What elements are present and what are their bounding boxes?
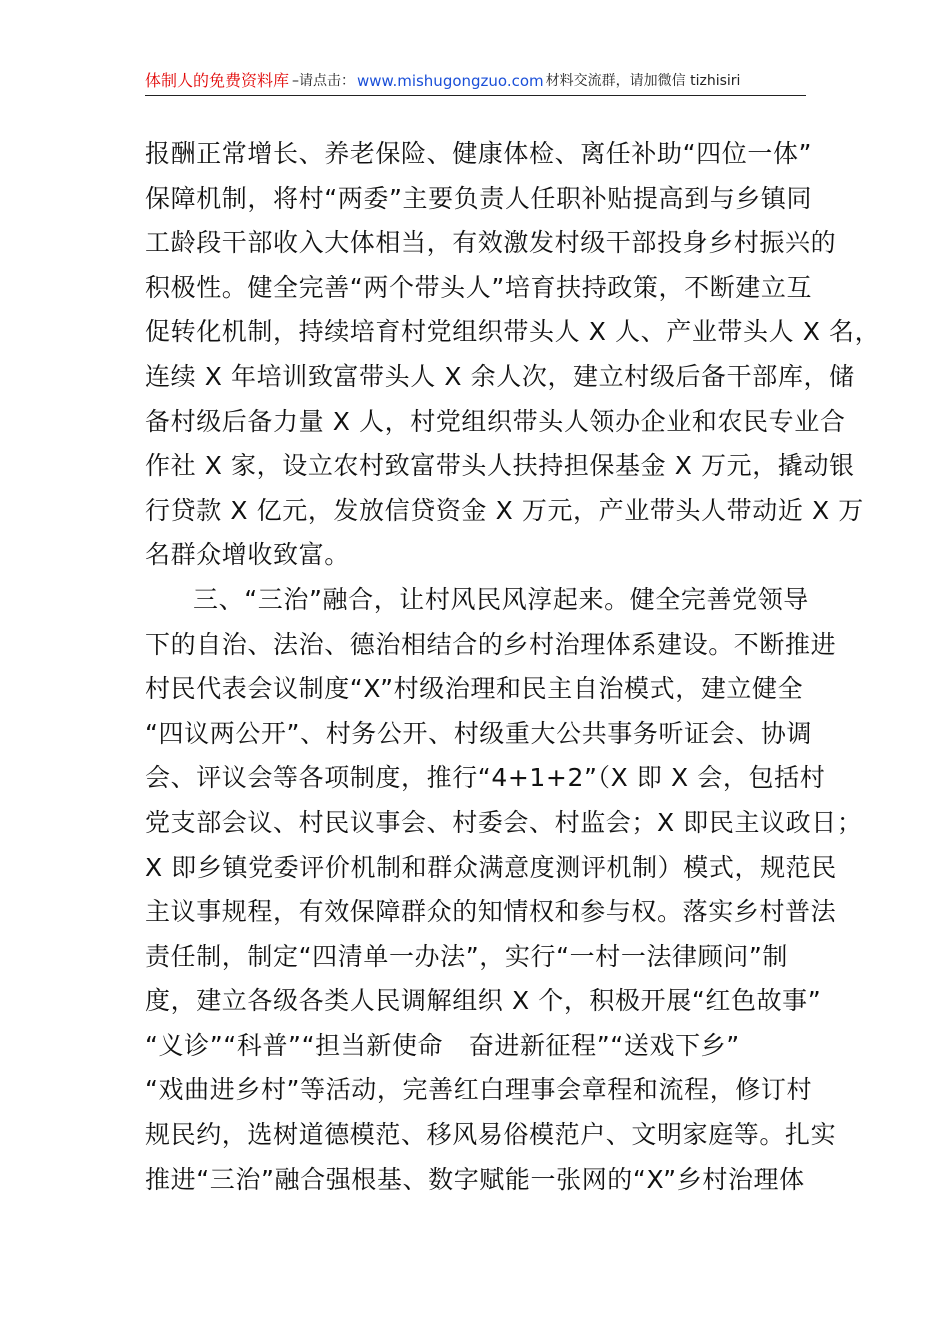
text-line: 积极性。健全完善“两个带头人”培育扶持政策，不断建立互 (145, 272, 813, 302)
text-line: 备村级后备力量 X 人，村党组织带头人领办企业和农民专业合 (145, 406, 846, 436)
text-line: 会、评议会等各项制度，推行“4+1+2”（X 即 X 会，包括村 (145, 763, 826, 793)
text-line: 规民约，选树道德模范、移风易俗模范户、文明家庭等。扎实 (145, 1120, 837, 1150)
text-line: 党支部会议、村民议事会、村委会、村监会；X 即民主议政日； (145, 807, 863, 837)
text-line: 作社 X 家，设立农村致富带头人扶持担保基金 X 万元，撬动银 (145, 451, 855, 481)
header-brand: 体制人的免费资料库 (145, 71, 290, 90)
text-line: 主议事规程，有效保障群众的知情权和参与权。落实乡村普法 (145, 897, 837, 927)
text-line: 责任制，制定“四清单一办法”，实行“一村一法律顾问”制 (145, 941, 789, 971)
text-line: 下的自治、法治、德治相结合的乡村治理体系建设。不断推进 (145, 629, 837, 659)
section-heading-line: 三、“三治”融合，让村风民风淳起来。健全完善党领导 (193, 584, 809, 614)
text-line: X 即乡镇党委评价机制和群众满意度测评机制）模式，规范民 (145, 852, 837, 882)
text-line: 村民代表会议制度“X”村级治理和民主自治模式，建立健全 (145, 674, 804, 704)
page-header (145, 66, 806, 96)
text-line: “义诊”“科普”“担当新使命 奋进新征程”“送戏下乡” (145, 1030, 740, 1060)
header-separator: –请点击： (292, 73, 356, 89)
header-url-link[interactable]: www.mishugongzuo.com (357, 72, 544, 90)
text-line: 行贷款 X 亿元，发放信贷资金 X 万元，产业带头人带动近 X 万 (145, 495, 864, 525)
text-line: 工龄段干部收入大体相当，有效激发村级干部投身乡村振兴的 (145, 228, 837, 258)
header-contact-text: 材料交流群，请加微信 tizhisiri (545, 73, 741, 89)
text-line: “戏曲进乡村”等活动，完善红白理事会章程和流程，修订村 (145, 1075, 813, 1105)
text-line: 保障机制，将村“两委”主要负责人任职补贴提高到与乡镇同 (145, 183, 813, 213)
text-line: 报酬正常增长、养老保险、健康体检、离任补助“四位一体” (145, 139, 813, 168)
document-body (145, 132, 881, 1202)
text-line: 名群众增收致富。 (145, 540, 350, 570)
text-line: 连续 X 年培训致富带头人 X 余人次，建立村级后备干部库，储 (145, 361, 855, 391)
text-line: 度，建立各级各类人民调解组织 X 个，积极开展“红色故事” (145, 986, 822, 1016)
text-line: 促转化机制，持续培育村党组织带头人 X 人、产业带头人 X 名， (145, 317, 881, 347)
text-line: 推进“三治”融合强根基、数字赋能一张网的“X”乡村治理体 (145, 1164, 805, 1194)
text-line: “四议两公开”、村务公开、村级重大公共事务听证会、协调 (145, 718, 813, 748)
